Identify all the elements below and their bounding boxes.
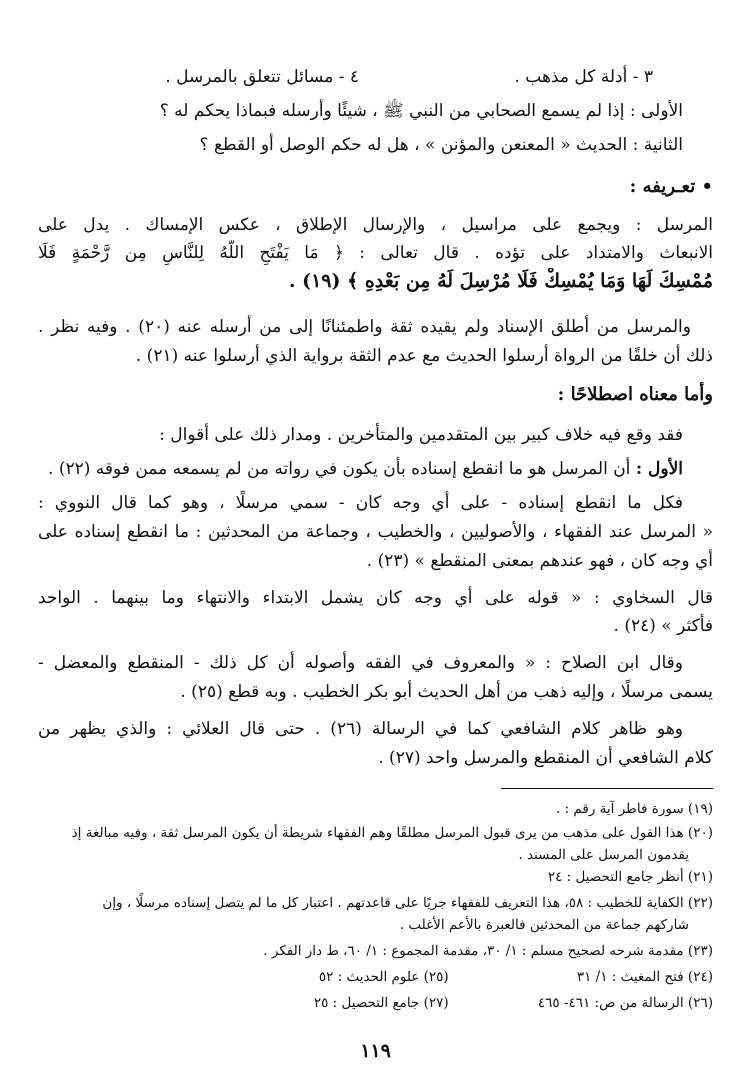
list-item-3: ٣ - أدلة كل مذهب . [514,67,653,87]
footnote-27: (٢٧) جامع التحصيل : ٢٥ [313,995,449,1011]
heading-definition: • تعـريفه : [629,176,713,197]
line-list-items [38,64,713,90]
paragraph-1-line-3-quran: مُمْسِكَ لَهَا وَمَا يُمْسِكْ فَلَا مُرْسِلَ لَهُ مِن بَعْدِهِ ﴾ (١٩) . [288,270,713,292]
footnote-20-line-1: (٢٠) هذا القول على مذهب من يرى قبول المرسل مطلقًا وهم الفقهاء شريطة أن يكون المرسل ثقة ، وفيه مبالغة إذ [71,825,713,841]
footnote-row-24-25 [38,966,713,988]
footnote-23: (٢٣) مقدمة شرحه لصحيح مسلم : ١/ ٣٠، مقدمة المجموع : ١/ ٦٠، ط دار الفكر . [263,943,713,959]
footnote-separator [501,788,713,789]
list-item-4: ٤ - مسائل تتعلق بالمرسل . [165,67,360,87]
first-opinion-label: الأول : [635,459,683,479]
footnote-24: (٢٤) فتح المغيث : ١/ ٣١ [576,969,713,985]
paragraph-7-line-2: يسمى مرسلًا ، وإليه ذهب من أهل الحديث أبو بكر الخطيب . وبه قطع (٢٥) . [180,682,713,702]
question-first: الأولى : إذا لم يسمع الصحابي من النبي ﷺ ، شيئًا وأرسله فبماذا يحكم له ؟ [159,101,683,121]
footnote-25: (٢٥) علوم الحديث : ٥٢ [318,969,449,985]
footnote-22-line-2: شاركهم جماعة من المحدثين فالعبرة بالأعم الأغلب . [399,917,689,933]
paragraph-5-line-2: « المرسل عند الفقهاء ، والأصوليين ، والخطيب ، وجماعة من المحدثين : ما انقطع إسناده على [38,522,713,542]
footnote-22-line-1: (٢٢) الكفاية للخطيب : ٥٨، هذا التعريف للفقهاء جريًا على قاعدتهم . اعتبار كل ما لم يتصل إسناده مرسلًا ، وإن [102,895,713,911]
paragraph-5-line-3: أي وجه كان ، فهو عندهم بمعنى المنقطع » (٢٣) . [366,551,713,571]
paragraph-2-line-2: ذلك أن خلقًا من الرواة أرسلوا الحديث مع عدم الثقة برواية الذي أرسلوا عنه (٢١) . [135,346,713,366]
first-opinion-text: أن المرسل هو ما انقطع إسناده بأن يكون في رواته من لم يسمعه ممن فوقه (٢٢) . [48,459,636,479]
page-number: ١١٩ [360,1040,391,1062]
question-second: الثانية : الحديث « المعنعن والمؤنن » ، هل له حكم الوصل أو القطع ؟ [199,135,683,155]
paragraph-4 [38,456,683,482]
footnote-19: (١٩) سورة فاطر آية رقم : . [556,801,713,817]
paragraph-3: فقد وقع فيه خلاف كبير بين المتقدمين والمتأخرين . ومدار ذلك على أقوال : [159,425,683,445]
paragraph-2-line-1: والمرسل من أطلق الإسناد ولم يقيده ثقة واطمئنانًا إلى من أرسله عنه (٢٠) . وفيه نظر . [38,317,691,337]
heading-terminology: وأما معناه اصطلاحًا : [557,384,713,405]
footnote-26: (٢٦) الرسالة من ص: ٤٦١- ٤٦٥ [537,995,713,1011]
paragraph-5-line-1: فكل ما انقطع إسناده - على أي وجه كان - سمي مرسلًا ، وهو كما قال النووي : [38,493,683,513]
paragraph-1-line-2: الانبعاث والامتداد على تؤده . قال تعالى : ﴿ مَا يَفْتَحِ اللَّهُ لِلنَّاسِ مِن رَّحْمَةٍ فَلَا [38,243,713,263]
footnote-20-line-2: يقدمون المرسل على المسند . [518,847,689,863]
paragraph-6-line-2: فأكثر » (٢٤) . [613,616,713,636]
paragraph-8-line-2: كلام الشافعي أن المنقطع والمرسل واحد (٢٧) . [378,748,713,768]
paragraph-7-line-1: وقال ابن الصلاح : « والمعروف في الفقه وأصوله أن كل ذلك - المنقطع والمعضل - [38,653,683,673]
footnote-row-26-27 [38,992,713,1014]
paragraph-6-line-1: قال السخاوي : « قوله على أي وجه كان يشمل الابتداء والانتهاء وما بينهما . الواحد [38,588,713,608]
footnote-21: (٢١) أنظر جامع التحصيل : ٢٤ [547,869,713,885]
paragraph-1-line-1: المرسل : ويجمع على مراسيل ، والإرسال الإطلاق ، عكس الإمساك . يدل على [38,215,713,235]
paragraph-8-line-1: وهو ظاهر كلام الشافعي كما في الرسالة (٢٦) . حتى قال العلائي : والذي يظهر من [38,719,683,739]
